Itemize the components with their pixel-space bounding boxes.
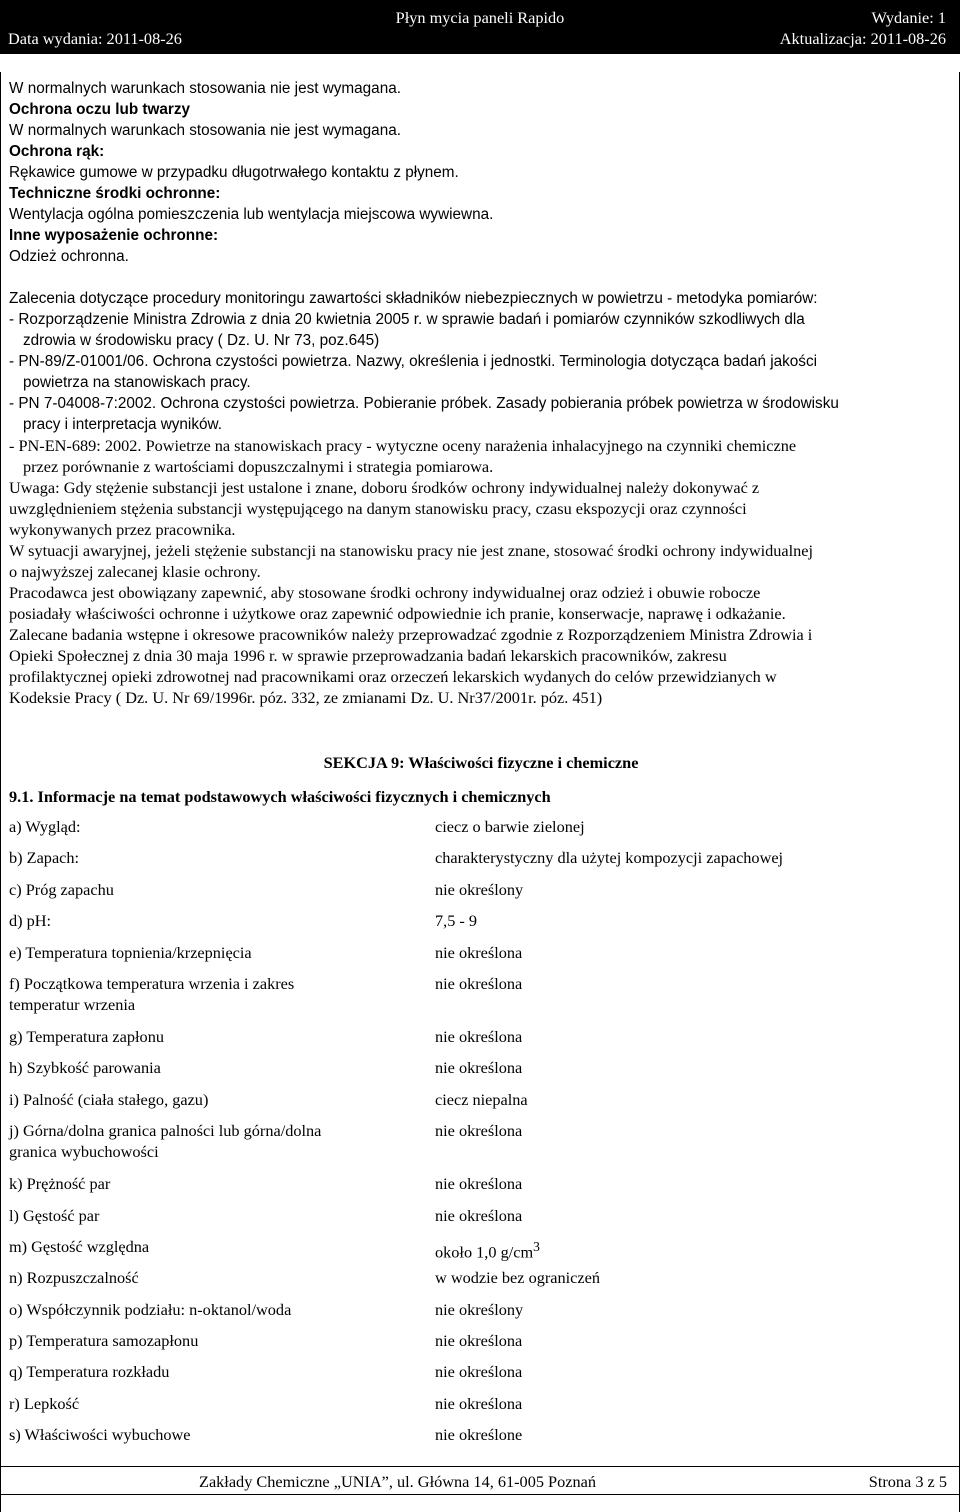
standard-item-cont: pracy i interpretacja wyników.	[23, 416, 222, 433]
protection-text: Wentylacja ogólna pomieszczenia lub wentylacja miejscowa wywiewna.	[9, 206, 494, 223]
protection-section	[9, 78, 954, 708]
property-value: nie określony	[435, 1299, 524, 1319]
property-value-text: około 1,0 g/cm	[435, 1242, 534, 1262]
property-label: o) Współczynnik podziału: n-oktanol/woda	[9, 1299, 292, 1319]
property-row	[9, 1361, 954, 1392]
property-label: r) Lepkość	[9, 1393, 80, 1413]
update-date: Aktualizacja: 2011-08-26	[779, 29, 946, 48]
page-body	[0, 72, 960, 1512]
property-value: ciecz niepalna	[435, 1089, 528, 1109]
property-row	[9, 1330, 954, 1361]
property-row	[9, 910, 954, 941]
property-value: nie określony	[435, 879, 524, 899]
property-row	[9, 1424, 954, 1455]
property-label: h) Szybkość parowania	[9, 1058, 161, 1078]
property-label: b) Zapach:	[9, 848, 80, 868]
property-label: d) pH:	[9, 911, 52, 931]
property-label: c) Próg zapachu	[9, 879, 114, 899]
property-label-line: temperatur wrzenia	[9, 994, 136, 1014]
property-label-line: f) Początkowa temperatura wrzenia i zakres	[9, 973, 295, 993]
standard-item-cont: zdrowia w środowisku pracy ( Dz. U. Nr 73, poz.645)	[23, 332, 380, 349]
document-header	[0, 0, 960, 54]
emergency-paragraph: o najwyższej zalecanej klasie ochrony.	[9, 562, 261, 581]
standard-item: - PN-89/Z-01001/06. Ochrona czystości powietrza. Nazwy, określenia i jednostki. Terminologia dotycząca badań jakości	[9, 353, 818, 370]
medical-exam-paragraph: Opieki Społecznej z dnia 30 maja 1996 r. w sprawie przeprowadzania badań lekarskich pracowników, zakresu	[9, 646, 727, 665]
standard-item: - PN 7-04008-7:2002. Ochrona czystości powietrza. Pobieranie próbek. Zasady pobierania próbek powietrza w środowisku	[9, 395, 839, 412]
property-value: nie określona	[435, 973, 523, 993]
property-value: charakterystyczny dla użytej kompozycji zapachowej	[435, 848, 784, 868]
property-row	[9, 1057, 954, 1088]
property-label-line: j) Górna/dolna granica palności lub górna/dolna	[9, 1121, 322, 1141]
protection-text: Rękawice gumowe w przypadku długotrwałego kontaktu z płynem.	[9, 164, 459, 181]
property-value: nie określona	[435, 1362, 523, 1382]
property-row	[9, 847, 954, 878]
property-value: nie określona	[435, 1205, 523, 1225]
edition-number: Wydanie: 1	[871, 8, 946, 27]
property-label: k) Prężność par	[9, 1174, 111, 1194]
protection-text: W normalnych warunkach stosowania nie jest wymagana.	[9, 80, 401, 97]
note-paragraph: uwzględnieniem stężenia substancji występującego na danym stanowisku pracy, czasu ekspozycji oraz czynności	[9, 499, 747, 518]
property-value: nie określona	[435, 1393, 523, 1413]
property-value: nie określone	[435, 1425, 523, 1445]
note-paragraph: Uwaga: Gdy stężenie substancji jest ustalone i znane, doboru środków ochrony indywidualnej należy dokonywać z	[9, 478, 760, 497]
property-value: 7,5 - 9	[435, 911, 478, 931]
standard-item: - Rozporządzenie Ministra Zdrowia z dnia 20 kwietnia 2005 r. w sprawie badań i pomiarów czynników szkodliwych dla	[9, 311, 805, 328]
monitoring-intro: Zalecenia dotyczące procedury monitoringu zawartości składników niebezpiecznych w powietrzu - metodyka pomiarów:	[9, 290, 818, 307]
property-row	[9, 1393, 954, 1424]
product-name: Płyn mycia paneli Rapido	[395, 8, 565, 27]
property-value: nie określona	[435, 942, 523, 962]
property-value: nie określona	[435, 1331, 523, 1351]
issue-date: Data wydania: 2011-08-26	[8, 29, 182, 48]
technical-measures-heading: Techniczne środki ochronne:	[9, 185, 221, 202]
document-footer	[0, 1466, 960, 1495]
subsection-9-1-title: 9.1. Informacje na temat podstawowych właściwości fizycznych i chemicznych	[9, 787, 551, 806]
emergency-paragraph: W sytuacji awaryjnej, jeżeli stężenie substancji na stanowisku pracy nie jest znane, stosować środki ochrony indywidualnej	[9, 541, 814, 560]
properties-table	[9, 816, 954, 1456]
property-label	[9, 1120, 435, 1173]
property-row	[9, 1026, 954, 1057]
property-label: s) Właściwości wybuchowe	[9, 1425, 191, 1445]
property-row	[9, 1299, 954, 1330]
property-value: ciecz o barwie zielonej	[435, 817, 585, 836]
property-label: i) Palność (ciała stałego, gazu)	[9, 1089, 209, 1109]
property-row	[9, 942, 954, 973]
property-value	[435, 1236, 954, 1267]
medical-exam-paragraph: Zalecane badania wstępne i okresowe pracowników należy przeprowadzać zgodnie z Rozporządzeniem Ministra Zdrowia i	[9, 625, 813, 644]
property-label: m) Gęstość względna	[9, 1236, 150, 1256]
property-label: q) Temperatura rozkładu	[9, 1362, 170, 1382]
property-label	[9, 973, 435, 1026]
property-label: e) Temperatura topnienia/krzepnięcia	[9, 942, 252, 962]
property-row	[9, 1173, 954, 1204]
property-label: l) Gęstość par	[9, 1205, 100, 1225]
property-value: w wodzie bez ograniczeń	[435, 1268, 600, 1288]
property-row	[9, 973, 954, 1026]
property-row	[9, 879, 954, 910]
property-row	[9, 1120, 954, 1173]
property-row	[9, 1267, 954, 1298]
section-9-title: SEKCJA 9: Właściwości fizyczne i chemiczne	[323, 753, 639, 772]
property-row	[9, 1089, 954, 1120]
company-address: Zakłady Chemiczne „UNIA”, ul. Główna 14, 61-005 Poznań	[199, 1472, 596, 1491]
medical-exam-paragraph: profilaktycznej opieki zdrowotnej nad pracownikami oraz orzeczeń lekarskich wydanych do celów przewidzianych w	[9, 667, 777, 686]
other-equipment-heading: Inne wyposażenie ochronne:	[9, 227, 219, 244]
property-row	[9, 816, 954, 847]
page-number: Strona 3 z 5	[868, 1472, 947, 1491]
property-label: a) Wygląd:	[9, 817, 81, 836]
protection-text: W normalnych warunkach stosowania nie jest wymagana.	[9, 122, 401, 139]
standard-item-cont: powietrza na stanowiskach pracy.	[23, 374, 251, 391]
medical-exam-paragraph: Kodeksie Pracy ( Dz. U. Nr 69/1996r. póz. 332, ze zmianami Dz. U. Nr37/2001r. póz. 451)	[9, 688, 603, 707]
property-row	[9, 1236, 954, 1267]
property-label-line: granica wybuchowości	[9, 1142, 159, 1162]
protection-text: Odzież ochronna.	[9, 248, 129, 265]
property-value: nie określona	[435, 1121, 523, 1141]
employer-paragraph: posiadały właściwości ochronne i użytkowe oraz zapewnić odpowiednie ich pranie, konserwacje, naprawę i odkażanie.	[9, 604, 786, 623]
property-value: nie określona	[435, 1058, 523, 1078]
standard-item-cont: przez porównanie z wartościami dopuszczalnymi i strategia pomiarowa.	[23, 457, 494, 476]
property-row	[9, 1205, 954, 1236]
property-value: nie określona	[435, 1174, 523, 1194]
note-paragraph: wykonywanych przez pracownika.	[9, 520, 236, 539]
property-label: p) Temperatura samozapłonu	[9, 1331, 199, 1351]
hand-protection-heading: Ochrona rąk:	[9, 143, 105, 160]
property-label: n) Rozpuszczalność	[9, 1268, 139, 1288]
eye-protection-heading: Ochrona oczu lub twarzy	[9, 101, 191, 118]
employer-paragraph: Pracodawca jest obowiązany zapewnić, aby stosowane środki ochrony indywidualnej oraz odzież i obuwie robocze	[9, 583, 761, 602]
superscript: 3	[533, 1238, 540, 1254]
property-value: nie określona	[435, 1026, 523, 1046]
property-label: g) Temperatura zapłonu	[9, 1026, 164, 1046]
standard-item: - PN-EN-689: 2002. Powietrze na stanowiskach pracy - wytyczne oceny narażenia inhalacyjnego na czynniki chemiczne	[9, 436, 797, 455]
